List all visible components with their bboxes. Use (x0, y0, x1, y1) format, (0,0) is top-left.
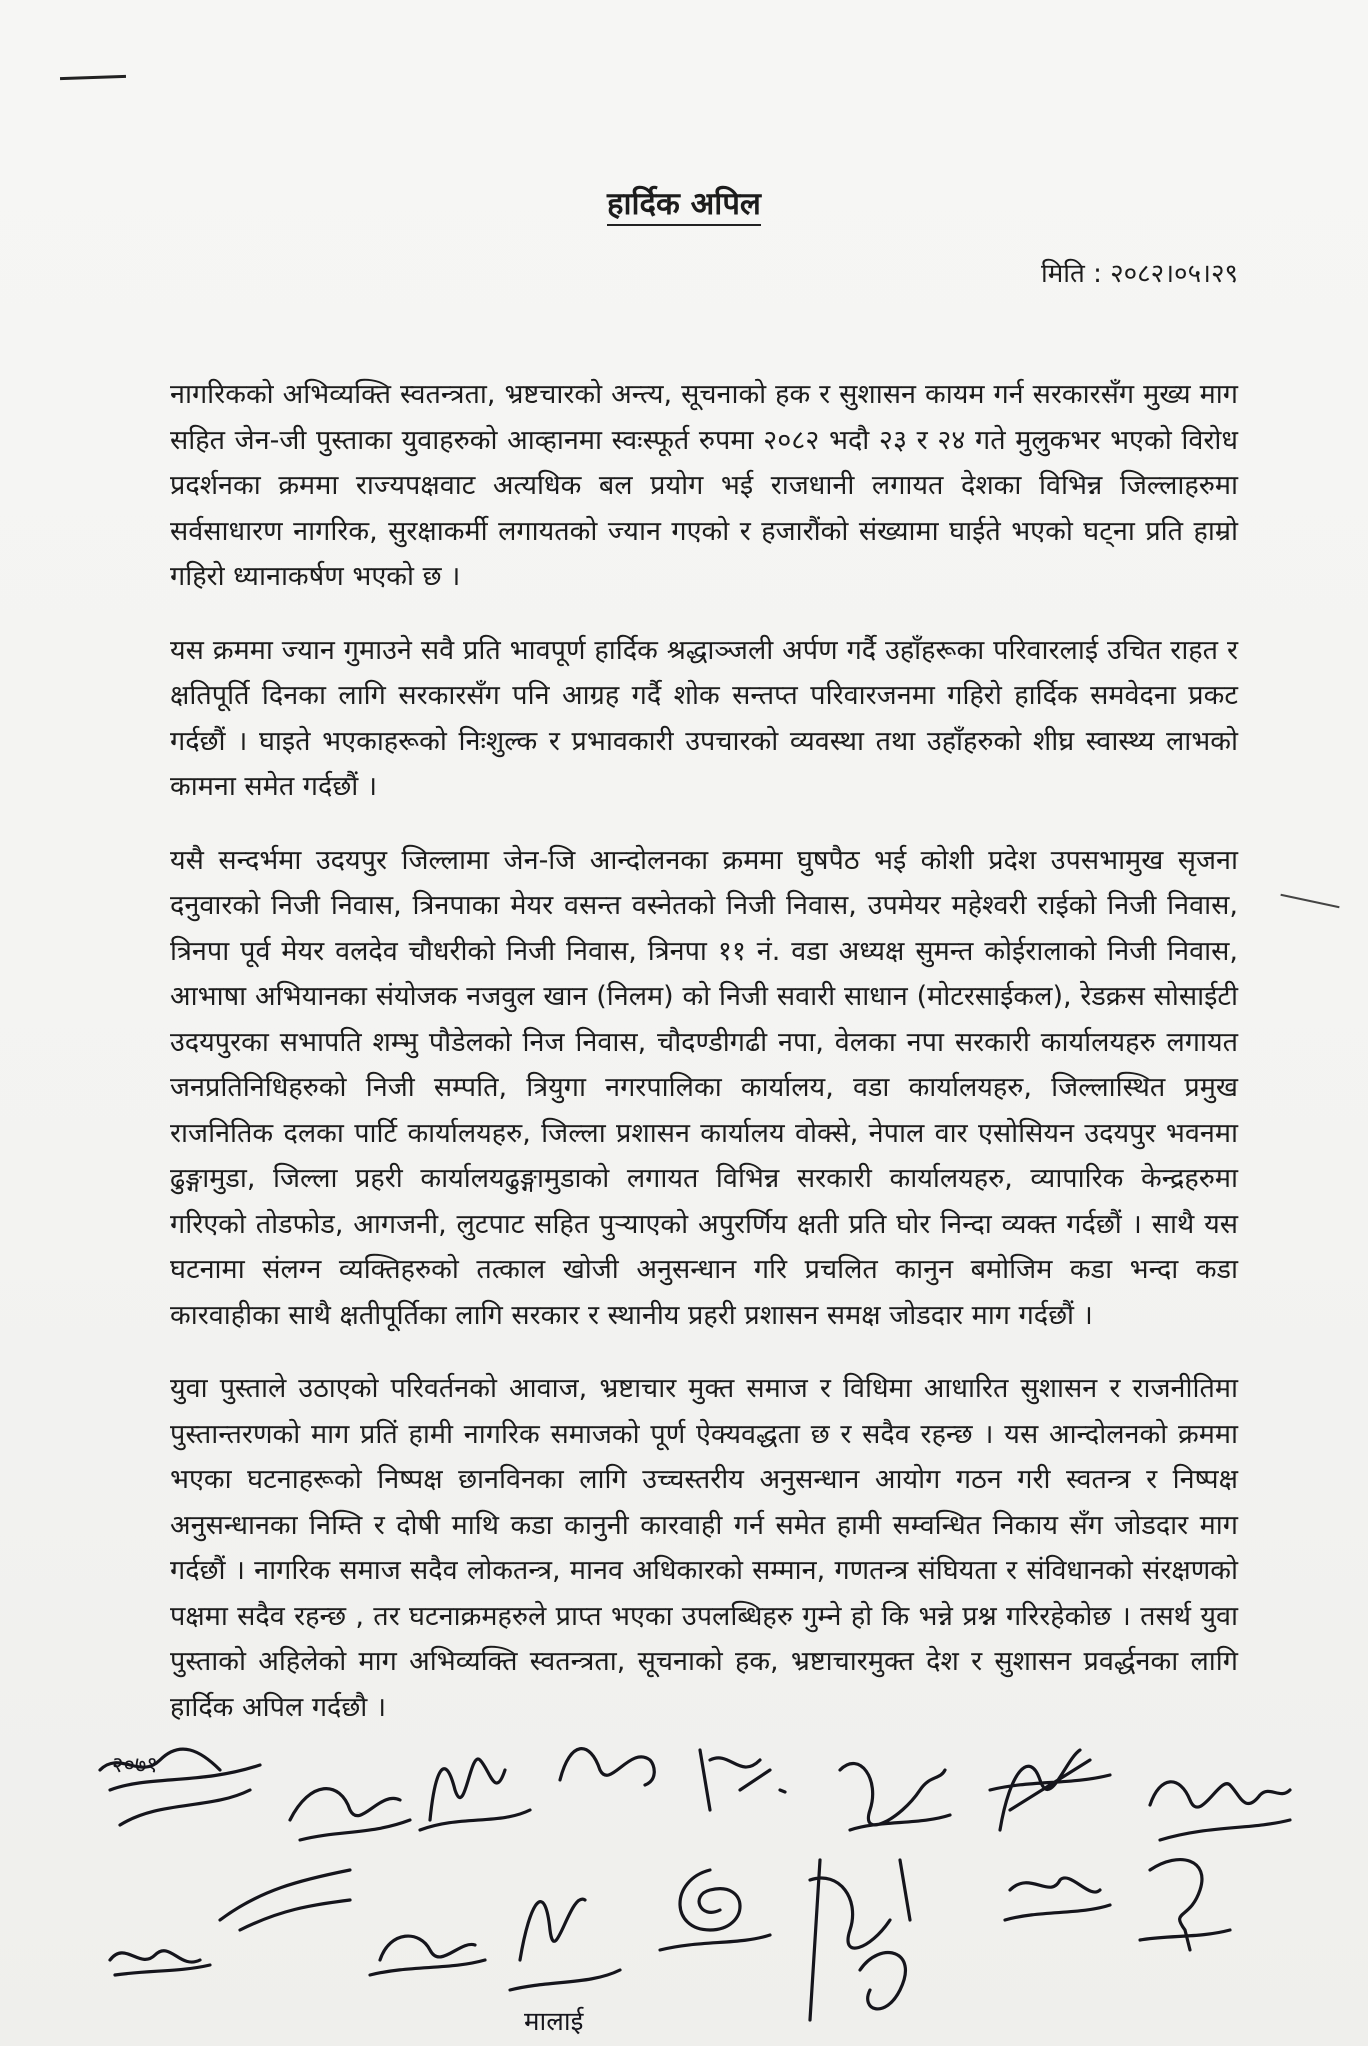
signature-area (90, 1730, 1300, 2046)
signature-14 (990, 1850, 1120, 1950)
paragraph-4: युवा पुस्ताले उठाएको परिवर्तनको आवाज, भ्रष्टाचार मुक्त समाज र विधिमा आधारित सुशासन र राजनीतिमा पुस्तान्तरणको माग प्रतिं हामी नागरिक समाजको पूर्ण ऐक्यवद्धता छ र सदैव रहन्छ । यस आन्दोलनको क्रममा भएका घटनाहरूको निष्पक्ष छानविनका लागि उच्चस्तरीय अनुसन्धान आयोग गठन गरी स्वतन्त्र र निष्पक्ष अनुसन्धानका निम्ति र दोषी माथि कडा कानुनी कारवाही गर्न समेत हामी सम्वन्धित निकाय सँग जोडदार माग गर्दछौं । नागरिक समाज सदैव लोकतन्त्र, मानव अधिकारको सम्मान, गणतन्त्र संघियता र संविधानको संरक्षणको पक्षमा सदैव रहन्छ , तर घटनाक्रमहरुले प्राप्त भएका उपलब्धिहरु गुम्ने हो कि भन्ने प्रश्न गरिरहेकोछ । तसर्थ युवा पुस्ताको अहिलेको माग अभिव्यक्ति स्वतन्त्रता, सूचनाको हक, भ्रष्टाचारमुक्त देश र सुशासन प्रवर्द्धनका लागि हार्दिक अपिल गर्दछौ । (170, 1373, 1238, 1723)
signature-4 (540, 1730, 670, 1810)
document-body (170, 372, 1238, 1758)
signature-12 (640, 1840, 780, 1970)
signature-11 (490, 1840, 630, 2040)
signature-8 (1130, 1745, 1300, 1855)
signature-1 (90, 1730, 280, 1840)
title-text: हार्दिक अपिल (607, 186, 761, 226)
signature-9 (100, 1920, 220, 1990)
signature-11-text: मालाई (524, 2007, 584, 2037)
signature-16 (210, 1850, 360, 1940)
signature-13 (780, 1820, 960, 2040)
document-title (0, 182, 1368, 224)
margin-mark (60, 75, 126, 80)
signature-2 (280, 1760, 420, 1850)
signature-1-text: २०७१ (112, 1753, 158, 1778)
document-date: मिति : २०८२।०५।२९ (1041, 259, 1238, 289)
signature-7 (970, 1730, 1120, 1850)
paragraph-2: यस क्रममा ज्यान गुमाउने सवै प्रति भावपूर्ण हार्दिक श्रद्धाञ्जली अर्पण गर्दै उहाँहरूका परिवारलाई उचित राहत र क्षतिपूर्ति दिनका लागि सरकारसँग पनि आग्रह गर्दै शोक सन्तप्त परिवारजनमा गहिरो हार्दिक समवेदना प्रकट गर्दछौं । घाइते भएकाहरूको निःशुल्क र प्रभावकारी उपचारको व्यवस्था तथा उहाँहरुको शीघ्र स्वास्थ्य लाभको कामना समेत गर्दछौं । (170, 634, 1238, 802)
paragraph-3: यसै सन्दर्भमा उदयपुर जिल्लामा जेन-जि आन्दोलनका क्रममा घुषपैठ भई कोशी प्रदेश उपसभामुख सृजना दनुवारको निजी निवास, त्रिनपाका मेयर वसन्त वस्नेतको निजी निवास, उपमेयर महेश्वरी राईको निजी निवास, त्रिनपा पूर्व मेयर वलदेव चौधरीको निजी निवास, त्रिनपा ११ नं. वडा अध्यक्ष सुमन्त कोईरालाको निजी निवास, आभाषा अभियानका संयोजक नजवुल खान (निलम) को निजी सवारी साधान (मोटरसाईकल), रेडक्रस सोसाईटी उदयपुरका सभापति शम्भु पौडेलको निज निवास, चौदण्डीगढी नपा, वेलका नपा सरकारी कार्यालयहरु लगायत जनप्रतिनिधिहरुको निजी सम्पति, त्रियुगा नगरपालिका कार्यालय, वडा कार्यालयहरु, जिल्लास्थित प्रमुख राजनितिक दलका पार्टि कार्यालयहरु, जिल्ला प्रशासन कार्यालय वोक्से, नेपाल वार एसोसियन उदयपुर भवनमा ढुङ्गामुडा, जिल्ला प्रहरी कार्यालयढुङ्गामुडाको लगायत विभिन्न सरकारी कार्यालयहरु, व्यापारिक केन्द्रहरुमा गरिएको तोडफोड, आगजनी, लुटपाट सहित पुऱ्याएको अपुरर्णिय क्षती प्रति घोर निन्दा व्यक्त गर्दछौं । साथै यस घटनामा संलग्न व्यक्तिहरुको तत्काल खोजी अनुसन्धान गरि प्रचलित कानुन बमोजिम कडा भन्दा कडा कारवाहीका साथै क्षतीपूर्तिका लागि सरकार र स्थानीय प्रहरी प्रशासन समक्ष जोडदार माग गर्दछौं । (170, 844, 1238, 1331)
paragraph-1: नागरिकको अभिव्यक्ति स्वतन्त्रता, भ्रष्टचारको अन्त्य, सूचनाको हक र सुशासन कायम गर्न सरकारसँग मुख्य माग सहित जेन-जी पुस्ताका युवाहरुको आव्हानमा स्वःस्फूर्त रुपमा २०८२ भदौ २३ र २४ गते मुलुकभर भएको विरोध प्रदर्शनका क्रममा राज्यपक्षवाट अत्यधिक बल प्रयोग भई राजधानी लगायत देशका विभिन्न जिल्लाहरुमा सर्वसाधारण नागरिक, सुरक्षाकर्मी लगायतको ज्यान गएको र हजारौंको संख्यामा घाईते भएको घट्ना प्रति हाम्रो गहिरो ध्यानाकर्षण भएको छ । (170, 379, 1238, 592)
signature-3 (410, 1730, 540, 1840)
stray-pen-mark (1280, 894, 1339, 908)
signature-5 (680, 1730, 810, 1820)
signature-10 (360, 1900, 490, 1990)
signature-15 (1130, 1840, 1240, 1960)
